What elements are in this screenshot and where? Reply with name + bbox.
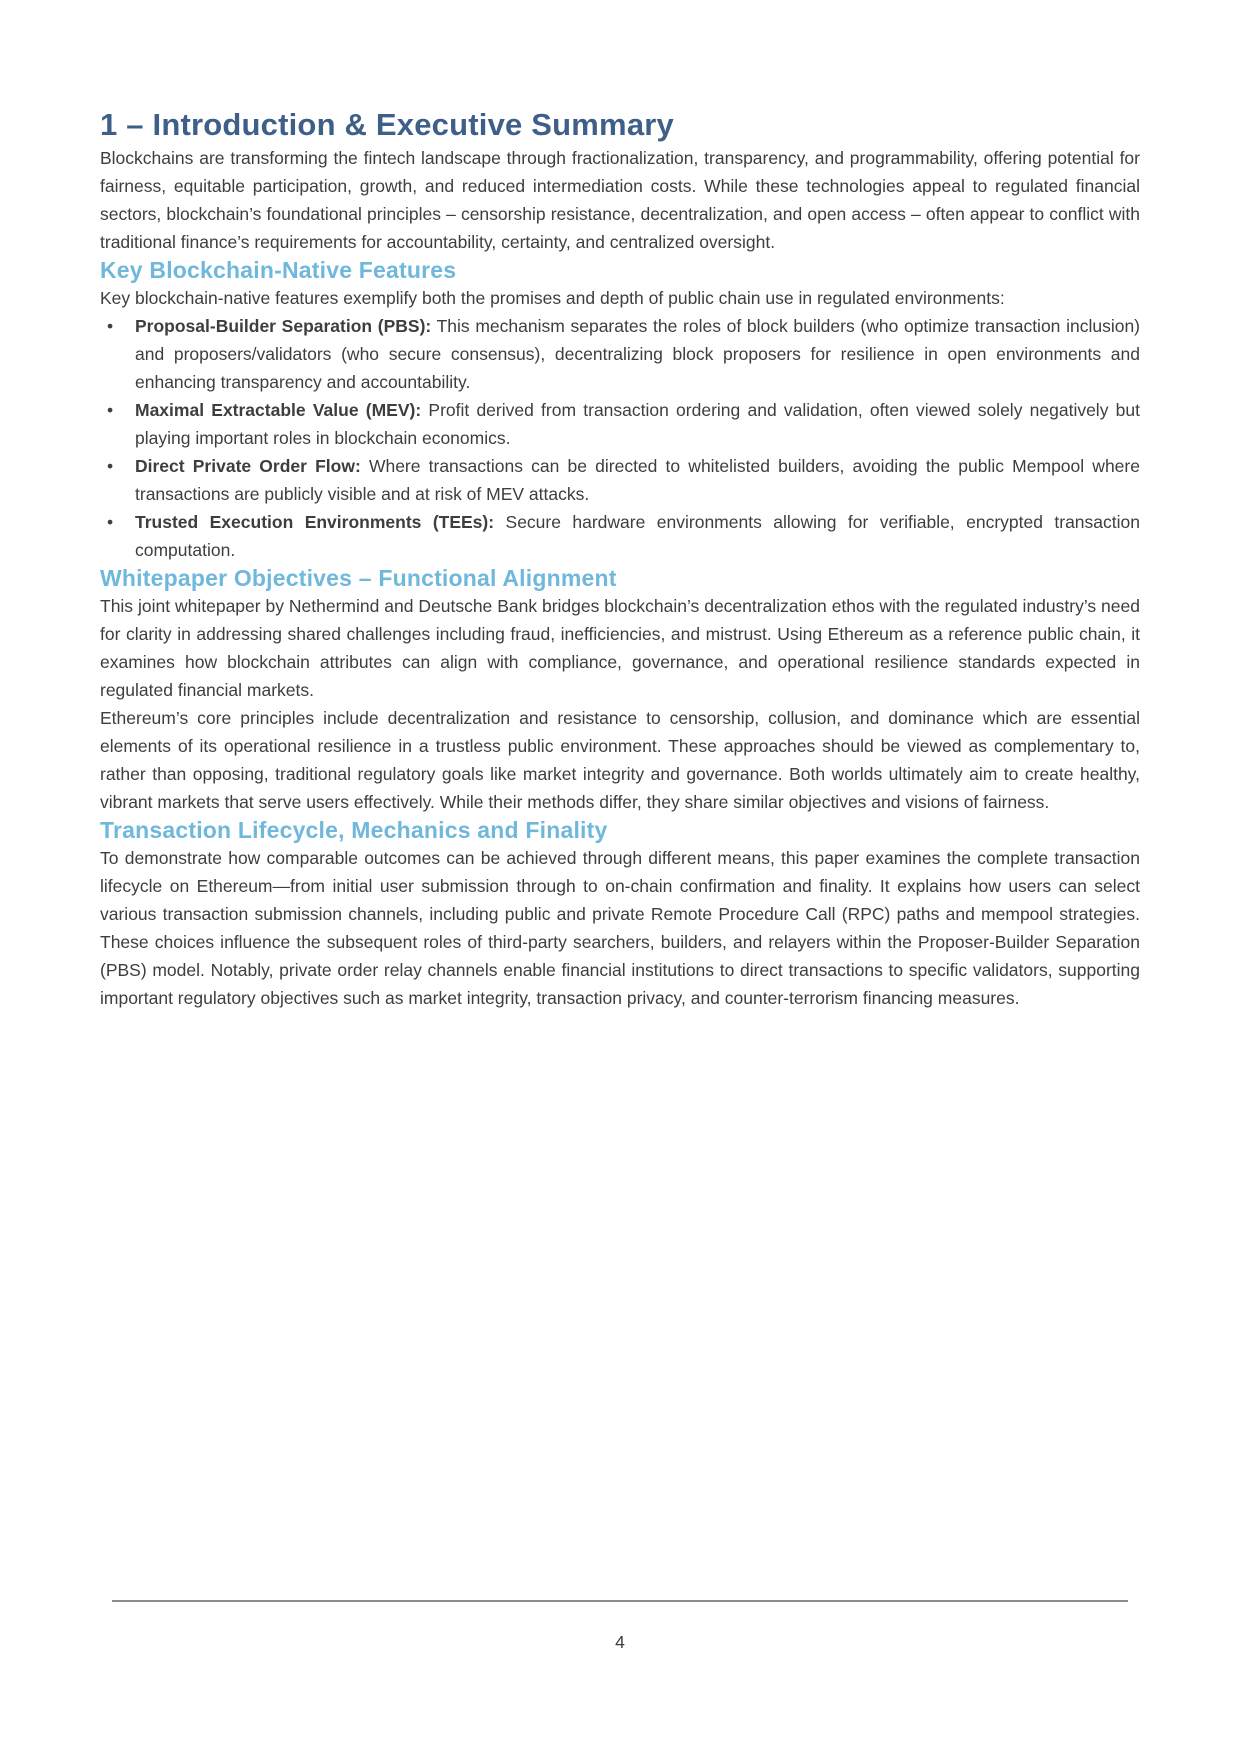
list-item-order-flow: [100, 452, 1140, 508]
objectives-paragraph-1: This joint whitepaper by Nethermind and Deutsche Bank bridges blockchain’s decentralization ethos with the regulated industry’s need for clarity in addressing shared challenges including fraud, inefficiencies, and mistrust. Using Ethereum as a reference public chain, it examines how blockchain attributes can align with compliance, governance, and operational resilience standards expected in regulated financial markets.: [100, 596, 1140, 700]
list-item-tees: [100, 508, 1140, 564]
list-item-mev: [100, 396, 1140, 452]
objectives-paragraph-2: Ethereum’s core principles include decentralization and resistance to censorship, collusion, and dominance which are essential elements of its operational resilience in a trustless public environment. These approaches should be viewed as complementary to, rather than opposing, traditional regulatory goals like market integrity and governance. Both worlds ultimately aim to create healthy, vibrant markets that serve users effectively. While their methods differ, they share similar objectives and visions of fairness.: [100, 708, 1140, 812]
list-item-term: Proposal-Builder Separation (PBS):: [135, 316, 432, 336]
list-item-description: This mechanism separates the roles of block builders (who optimize transaction inclusion) and proposers/validators (who secure consensus), decentralizing block proposers for resilience in open environments and enhancing transparency and accountability.: [135, 316, 1141, 392]
section-heading-lifecycle: Transaction Lifecycle, Mechanics and Finality: [100, 817, 608, 843]
list-item-description: Profit derived from transaction ordering and validation, often viewed solely negatively but playing important roles in blockchain economics.: [135, 400, 1140, 448]
intro-paragraph: Blockchains are transforming the fintech landscape through fractionalization, transparency, and programmability, offering potential for fairness, equitable participation, growth, and reduced intermediation costs. While these technologies appeal to regulated financial sectors, blockchain’s foundational principles – censorship resistance, decentralization, and open access – often appear to conflict with traditional finance’s requirements for accountability, certainty, and centralized oversight.: [100, 148, 1140, 252]
lifecycle-paragraph: To demonstrate how comparable outcomes can be achieved through different means, this paper examines the complete transaction lifecycle on Ethereum—from initial user submission through to on-chain confirmation and finality. It explains how users can select various transaction submission channels, including public and private Remote Procedure Call (RPC) paths and mempool strategies. These choices influence the subsequent roles of third-party searchers, builders, and relayers within the Proposer-Builder Separation (PBS) model. Notably, private order relay channels enable financial institutions to direct transactions to specific validators, supporting important regulatory objectives such as market integrity, transaction privacy, and counter-terrorism financing measures.: [100, 848, 1140, 1008]
list-item-description: Where transactions can be directed to whitelisted builders, avoiding the public Mempool where transactions are publicly visible and at risk of MEV attacks.: [135, 456, 1140, 504]
section-heading-key-features: Key Blockchain-Native Features: [100, 257, 457, 283]
page-title: 1 – Introduction & Executive Summary: [100, 107, 674, 142]
list-item-term: Direct Private Order Flow:: [135, 456, 361, 476]
page-footer: [100, 1600, 1140, 1653]
list-item-term: Trusted Execution Environments (TEEs):: [135, 512, 495, 532]
footer-divider: [112, 1600, 1128, 1602]
list-item-description: Secure hardware environments allowing for verifiable, encrypted transaction computation.: [135, 512, 1140, 560]
list-item-pbs: [100, 312, 1140, 396]
feature-list: [100, 312, 1140, 564]
page-number: 4: [615, 1632, 625, 1652]
key-features-lead-paragraph: Key blockchain-native features exemplify both the promises and depth of public chain use in regulated environments:: [100, 288, 1005, 308]
section-heading-objectives: Whitepaper Objectives – Functional Alignment: [100, 565, 617, 591]
list-item-term: Maximal Extractable Value (MEV):: [135, 400, 422, 420]
